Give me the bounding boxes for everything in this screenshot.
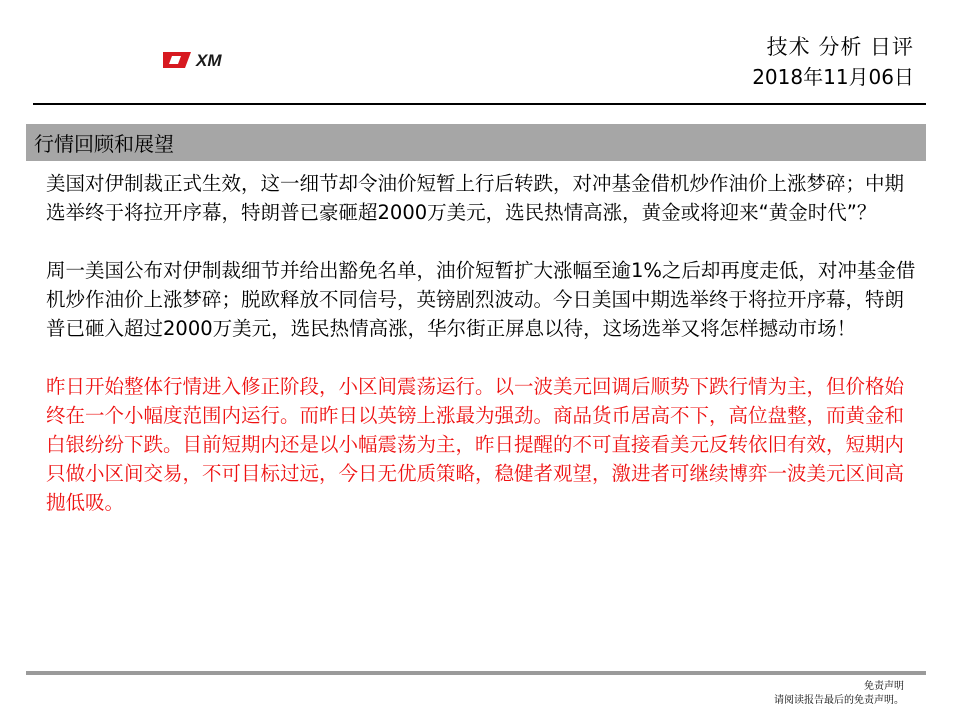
disclaimer-note: 请阅读报告最后的免责声明。 — [774, 695, 904, 706]
content-body — [46, 169, 916, 546]
disclaimer-title[interactable]: 免责声明 — [864, 681, 904, 692]
paragraph-analysis: 昨日开始整体行情进入修正阶段，小区间震荡运行。以一波美元回调后顺势下跌行情为主，但价格始终在一个小幅度范围内运行。而昨日以英镑上涨最为强劲。商品货币居高不下，高位盘整，而黄金和白银纷纷下跌。目前短期内还是以小幅震荡为主，昨日提醒的不可直接看美元反转依旧有效，短期内只做小区间交易，不可目标过远，今日无优质策略，稳健者观望，激进者可继续博弈一波美元区间高抛低吸。 — [46, 375, 905, 514]
paragraph-summary: 美国对伊制裁正式生效，这一细节却令油价短暂上行后转跌，对冲基金借机炒作油价上涨梦碎；中期选举终于将拉开序幕，特朗普已豪砸超2000万美元，选民热情高涨，黄金或将迎来“黄金时代”？ — [46, 172, 905, 224]
paragraph-market-news: 周一美国公布对伊制裁细节并给出豁免名单，油价短暂扩大涨幅至逾1%之后却再度走低，对冲基金借机炒作油价上涨梦碎；脱欧释放不同信号，英镑剧烈波动。今日美国中期选举终于将拉开序幕，特朗普已砸入超过2000万美元，选民热情高涨，华尔街正屏息以待，这场选举又将怎样撼动市场！ — [46, 259, 916, 340]
logo-text: XM — [196, 51, 222, 70]
section-title: 行情回顾和展望 — [34, 132, 174, 156]
header-divider — [33, 103, 926, 105]
report-title: 技术 分析 日评 — [766, 35, 914, 59]
footer-divider — [26, 671, 926, 675]
report-date: 2018年11月06日 — [752, 65, 914, 89]
report-header — [752, 34, 914, 90]
xm-logo — [163, 48, 235, 72]
footer — [774, 680, 904, 708]
section-header-bar — [26, 124, 926, 161]
